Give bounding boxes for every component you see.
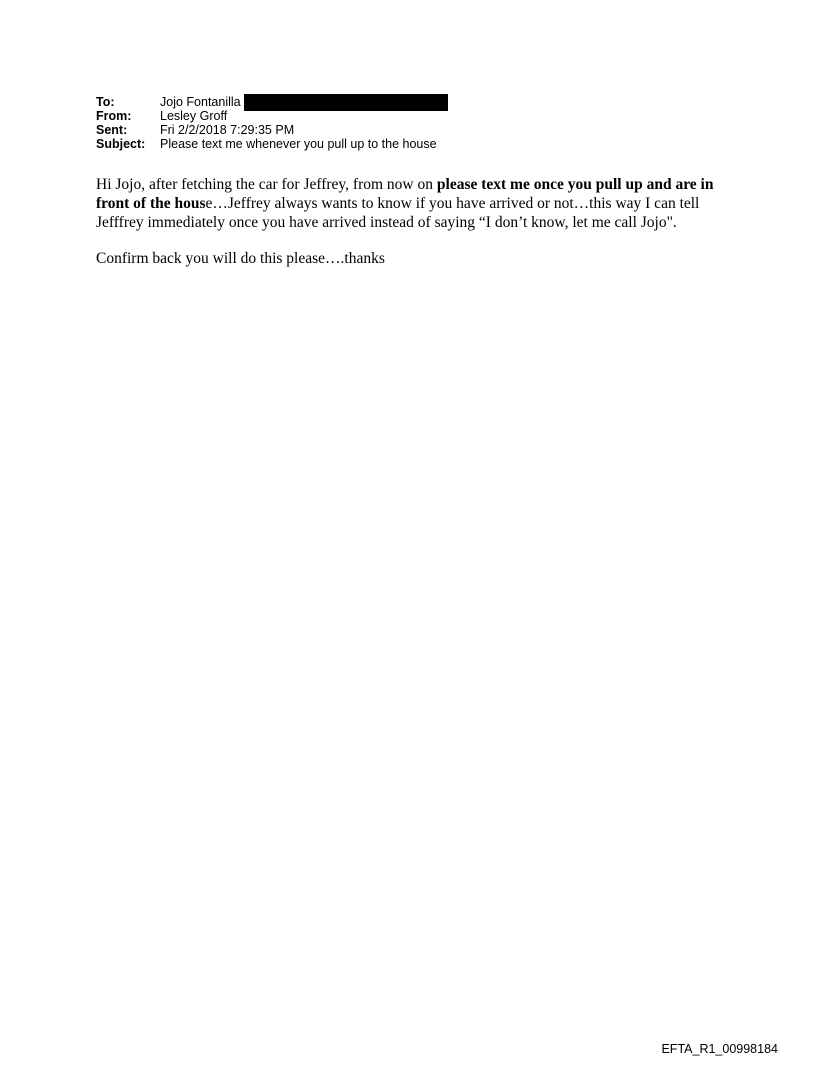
to-label: To:	[96, 95, 115, 109]
body-text-segment: Hi Jojo, after fetching the car for Jeffrey, from now on	[96, 176, 437, 193]
sent-label: Sent:	[96, 123, 128, 137]
from-row	[96, 109, 448, 123]
from-value: Lesley Groff	[160, 109, 228, 123]
redaction-block	[244, 94, 448, 111]
email-body	[96, 175, 736, 285]
body-text-segment: e…Jeffrey always wants to know if you have arrived or not…this way I can tell Jefffrey immediately once you have arrived instead of saying “I don’t know, let me call Jojo".	[96, 195, 700, 231]
body-paragraph-2: Confirm back you will do this please….thanks	[96, 250, 385, 267]
subject-value: Please text me whenever you pull up to the house	[160, 137, 437, 151]
body-paragraph-1	[96, 175, 736, 232]
subject-row	[96, 137, 448, 151]
to-row	[96, 95, 448, 109]
subject-label: Subject:	[96, 137, 146, 151]
from-label: From:	[96, 109, 132, 123]
body-bold-text: please text me once you pull up and are in front of the hous	[96, 176, 714, 212]
document-id: EFTA_R1_00998184	[661, 1042, 778, 1056]
sent-row	[96, 123, 448, 137]
to-value: Jojo Fontanilla	[160, 95, 241, 109]
sent-value: Fri 2/2/2018 7:29:35 PM	[160, 123, 295, 137]
email-header	[96, 95, 448, 151]
